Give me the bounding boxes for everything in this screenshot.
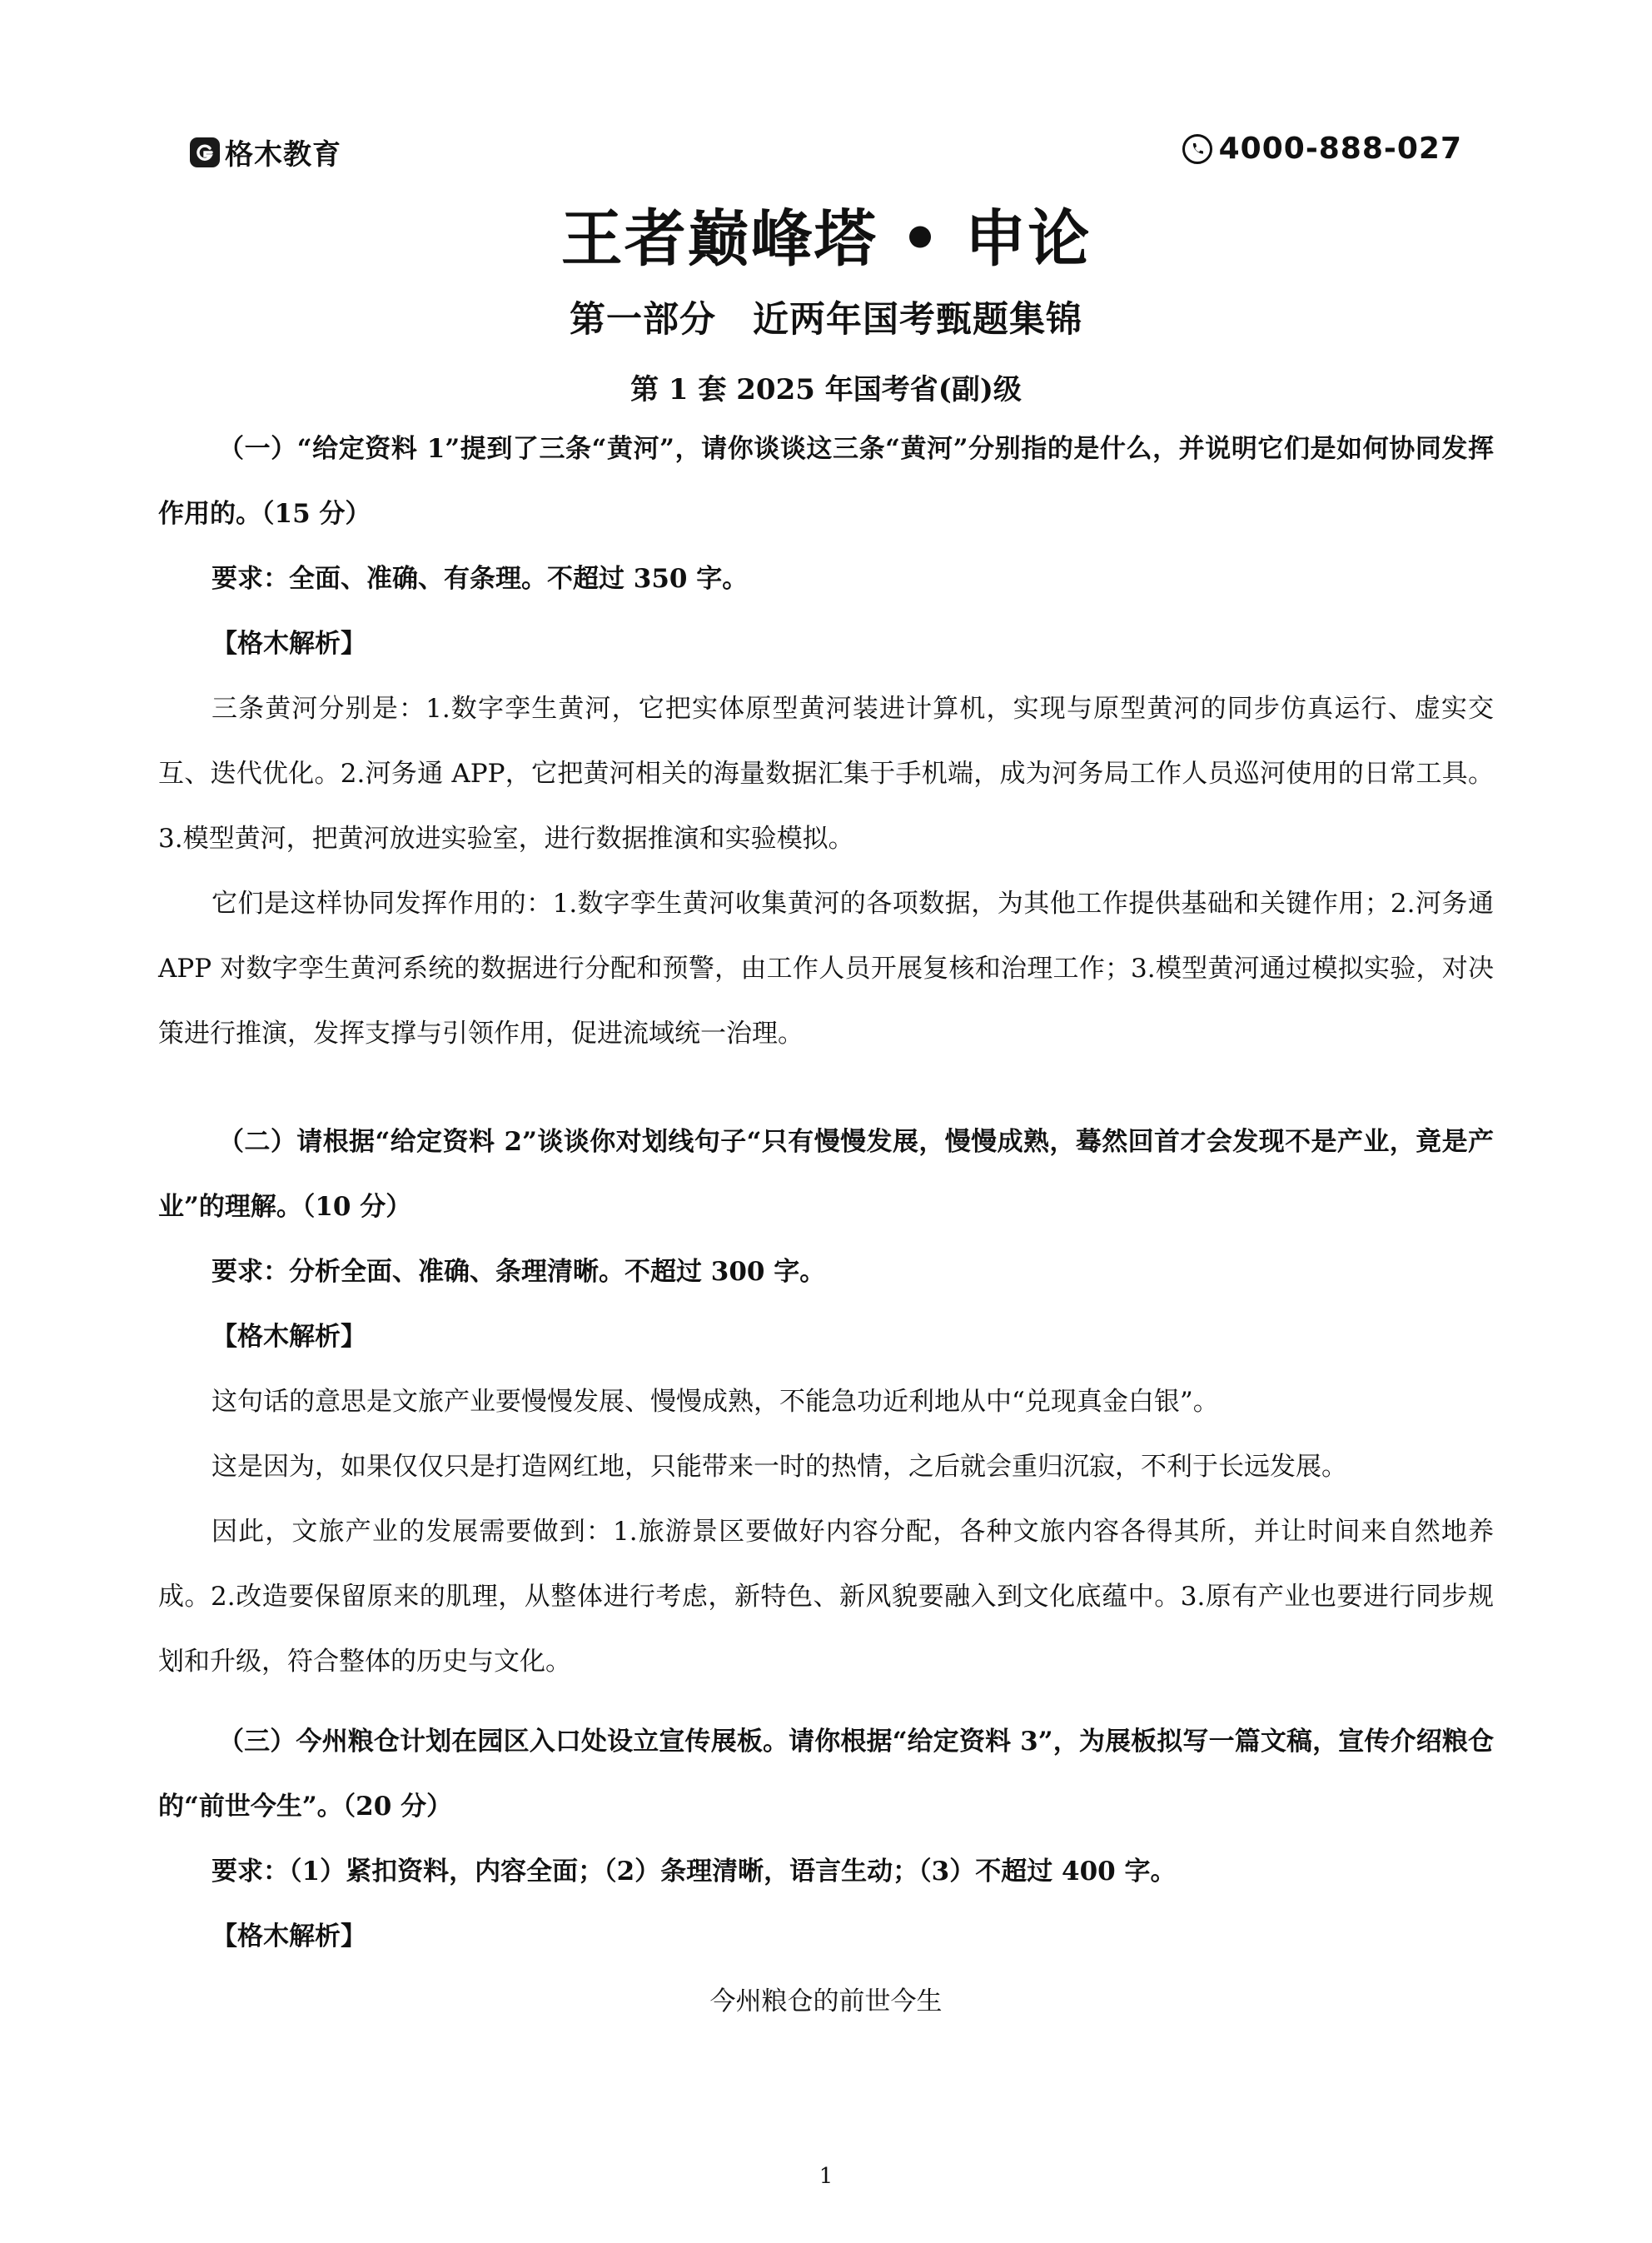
question-section-1 [158,416,1494,1066]
phone-number: 4000-888-027 [1218,132,1462,166]
set-title: 第 1 套 2025 年国考省(副)级 [630,373,1022,406]
question-text: （二）请根据“给定资料 2”谈谈你对划线句子“只有慢慢发展，慢慢成熟，蓦然回首才会发现不是产业，竟是产业”的理解。（10 分） [158,1127,1494,1222]
question-text: （三）今州粮仓计划在园区入口处设立宣传展板。请你根据“给定资料 3”，为展板拟写一篇文稿，宣传介绍粮仓的“前世今生”。（20 分） [158,1727,1494,1822]
phone-contact [1182,132,1462,166]
answer-paragraph: 三条黄河分别是：1.数字孪生黄河，它把实体原型黄河装进计算机，实现与原型黄河的同步仿真运行、虚实交互、迭代优化。2.河务通 APP，它把黄河相关的海量数据汇集于手机端，成为河务局工作人员巡河使用的日常工具。3.模型黄河，把黄河放进实验室，进行数据推演和实验模拟。 [158,694,1494,854]
brand-logo-group [190,132,341,172]
page-number: 1 [819,2164,833,2189]
question-section-3 [158,1709,1494,2034]
page-header [190,125,1462,178]
requirement-text: 要求：（1）紧扣资料，内容全面；（2）条理清晰，语言生动；（3）不超过 400 字。 [211,1857,1177,1887]
answer-paragraph: 它们是这样协同发挥作用的：1.数字孪生黄河收集黄河的各项数据，为其他工作提供基础和关键作用；2.河务通 APP 对数字孪生黄河系统的数据进行分配和预警，由工作人员开展复核和治理工作；3.模型黄河通过模拟实验，对决策进行推演，发挥支撑与引领作用，促进流域统一治理。 [158,889,1494,1049]
requirement-text: 要求：分析全面、准确、条理清晰。不超过 300 字。 [211,1257,826,1287]
analysis-tag: 【格木解析】 [211,1922,366,1951]
requirement-text: 要求：全面、准确、有条理。不超过 350 字。 [211,564,749,594]
answer-paragraph: 这是因为，如果仅仅只是打造网红地，只能带来一时的热情，之后就会重归沉寂，不利于长远发展。 [211,1452,1347,1482]
phone-icon [1182,134,1212,164]
answer-paragraph: 这句话的意思是文旅产业要慢慢发展、慢慢成熟，不能急功近利地从中“兑现真金白银”。 [211,1387,1219,1417]
analysis-tag: 【格木解析】 [211,629,366,659]
analysis-tag: 【格木解析】 [211,1322,366,1352]
document-title: 王者巅峰塔 • 申论 [560,203,1092,275]
answer-paragraph: 因此，文旅产业的发展需要做到：1.旅游景区要做好内容分配，各种文旅内容各得其所，并让时间来自然地养成。2.改造要保留原来的肌理，从整体进行考虑，新特色、新风貌要融入到文化底蕴中。3.原有产业也要进行同步规划和升级，符合整体的历史与文化。 [158,1517,1494,1677]
essay-title: 今州粮仓的前世今生 [709,1986,943,2016]
part-subtitle: 第一部分 近两年国考甄题集锦 [570,299,1082,341]
question-section-2 [158,1109,1494,1694]
question-text: （一）“给定资料 1”提到了三条“黄河”，请你谈谈这三条“黄河”分别指的是什么，并说明它们是如何协同发挥作用的。（15 分） [158,434,1494,529]
gemu-logo-icon [190,137,220,167]
brand-name: 格木教育 [225,138,341,172]
